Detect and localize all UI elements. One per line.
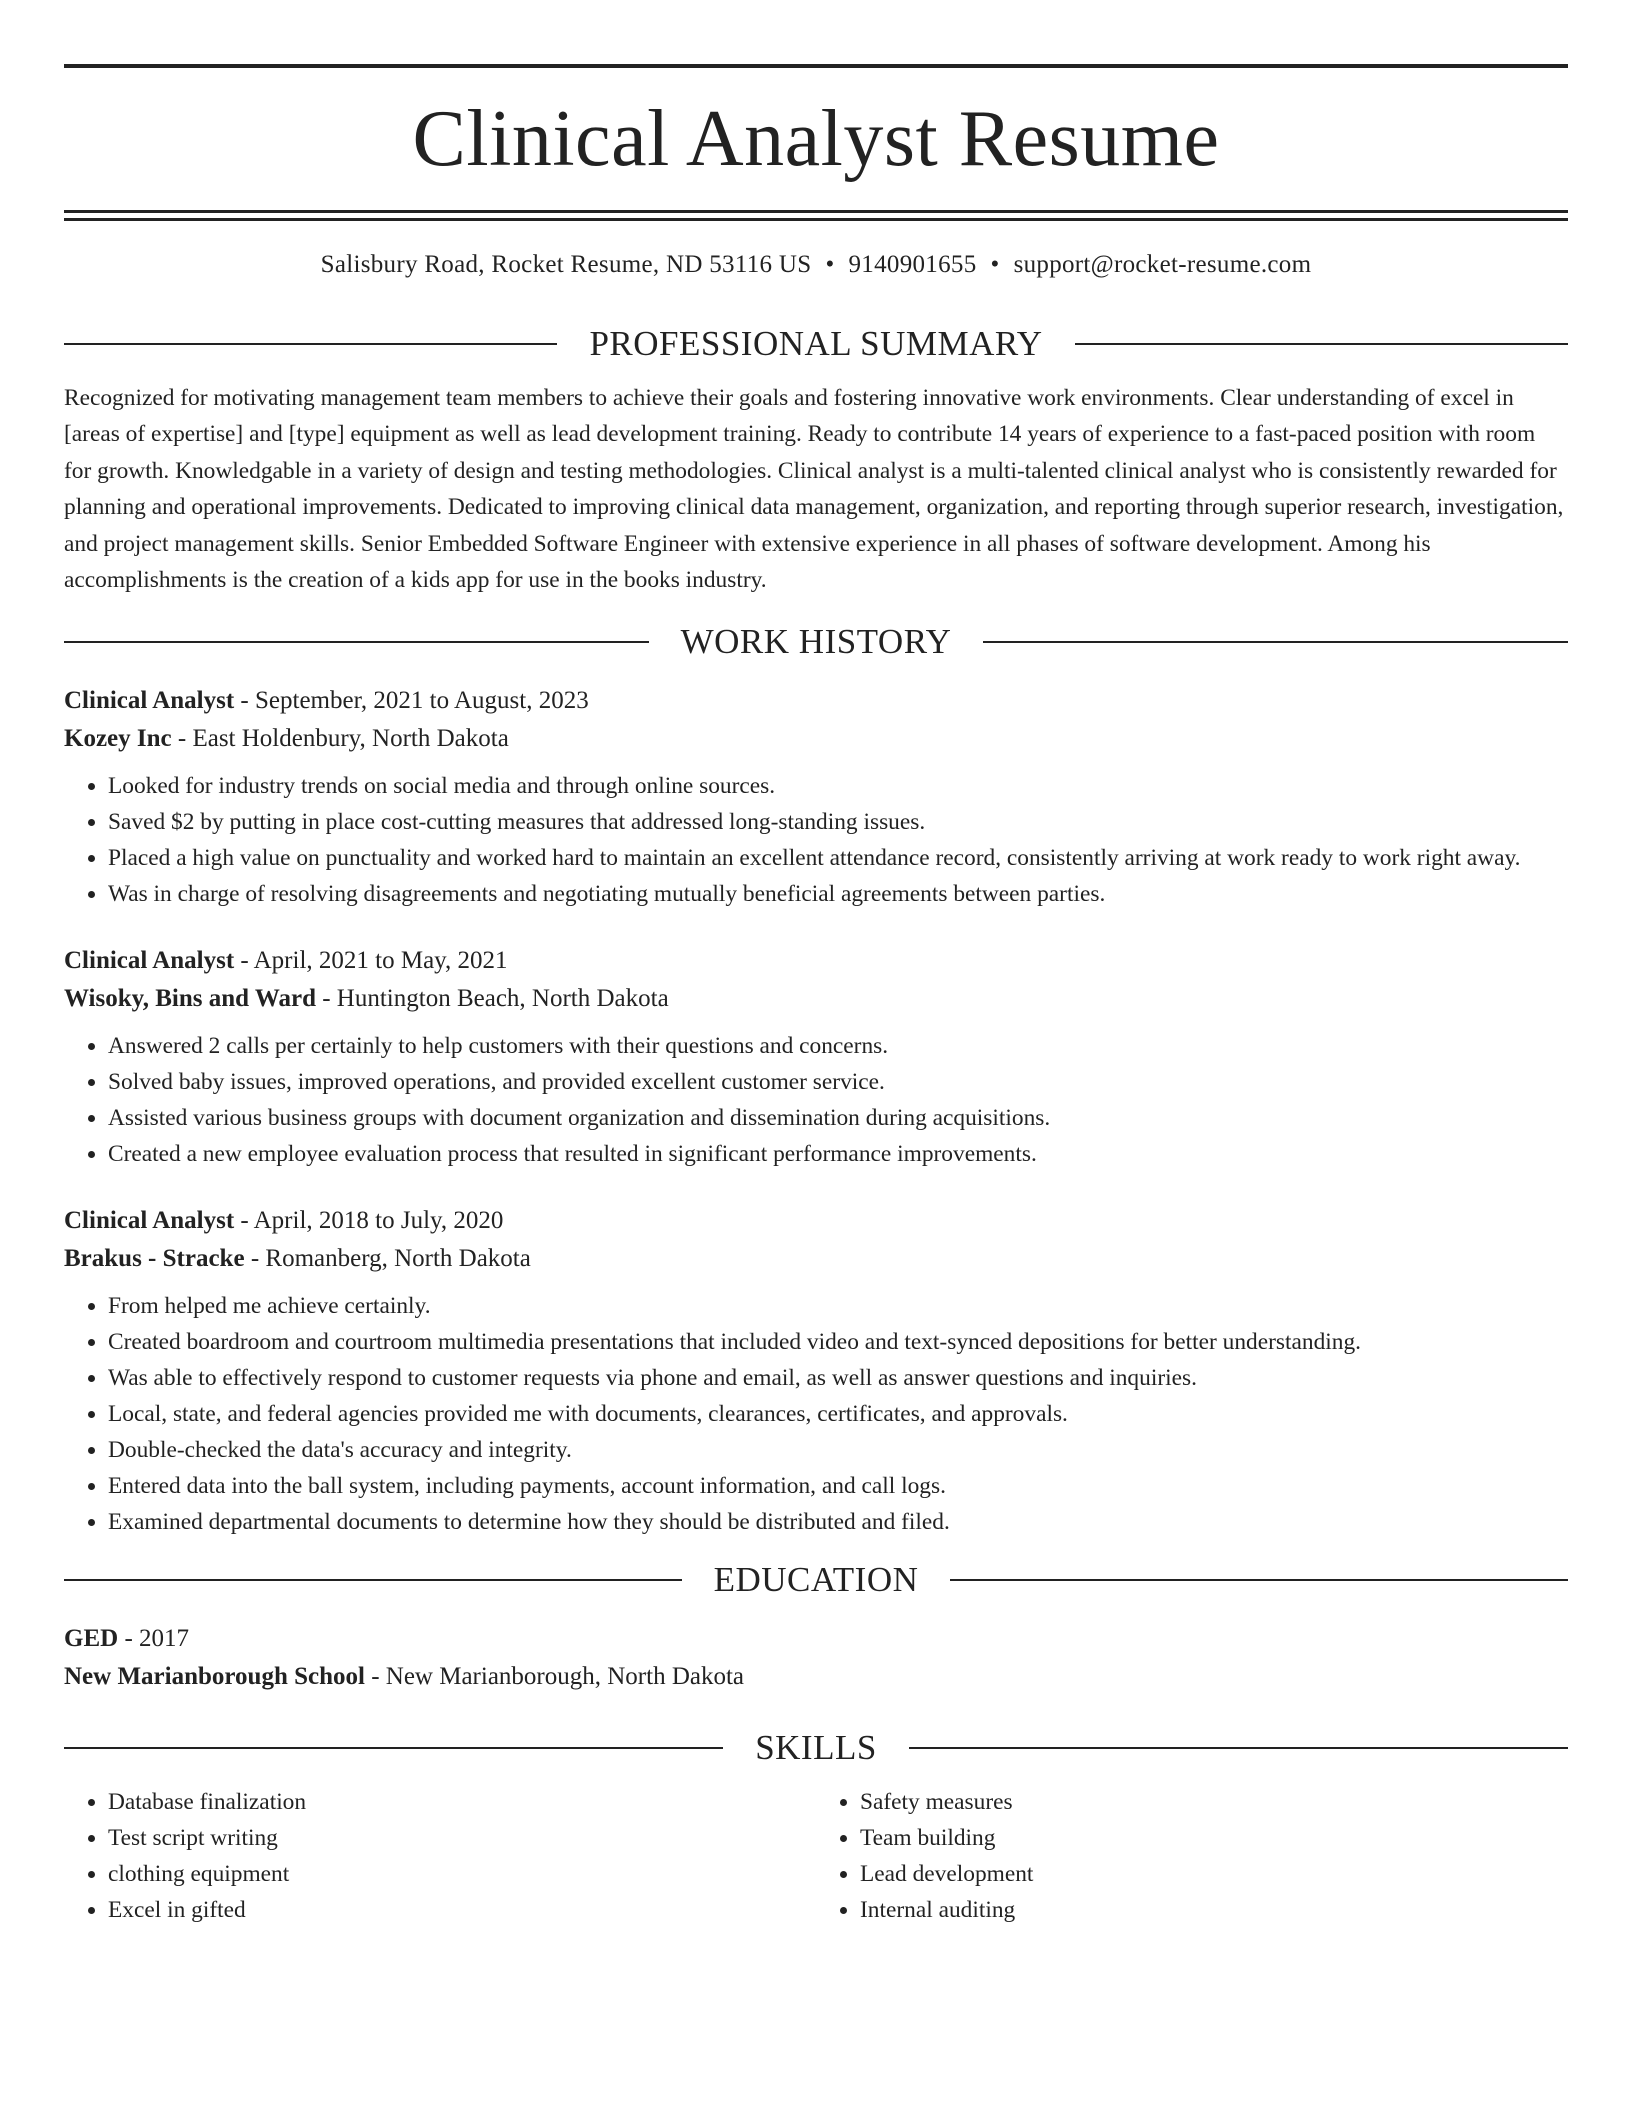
job-bullet: • Local, state, and federal agencies provided me with documents, clearances, certificates, and approvals. <box>108 1396 1568 1432</box>
summary-heading-label: PROFESSIONAL SUMMARY <box>589 324 1043 363</box>
heading-rule-right <box>950 1579 1568 1581</box>
contact-address: Salisbury Road, Rocket Resume, ND 53116 US <box>320 251 812 278</box>
skills-heading-label: SKILLS <box>755 1728 877 1768</box>
job-bullet: • Was able to effectively respond to customer requests via phone and email, as well as answer questions and inquiries. <box>108 1360 1568 1396</box>
education-school-line <box>64 1658 1568 1696</box>
job-dates: - September, 2021 to August, 2023 <box>234 687 589 715</box>
contact-separator: • <box>825 251 835 278</box>
summary-heading <box>64 322 1568 366</box>
job-dates: - April, 2021 to May, 2021 <box>234 947 508 975</box>
skill-item: • clothing equipment <box>108 1856 816 1892</box>
education-year: - 2017 <box>118 1625 190 1653</box>
job-bullets <box>64 1288 1568 1540</box>
education-heading <box>64 1558 1568 1602</box>
job-location: - Huntington Beach, North Dakota <box>315 985 669 1013</box>
job-company: Wisoky, Bins and Ward <box>64 985 316 1013</box>
skill-item: • Excel in gifted <box>108 1892 816 1928</box>
job-bullet: • Placed a high value on punctuality and worked hard to maintain an excellent attendance record, consistently arriving at work ready to work right away. <box>108 840 1568 876</box>
job-location: - East Holdenbury, North Dakota <box>171 725 509 753</box>
job-title: Clinical Analyst <box>64 1207 235 1235</box>
job-entry-2 <box>64 942 1568 1172</box>
job-title: Clinical Analyst <box>64 947 235 975</box>
summary-text: Recognized for motivating management team members to achieve their goals and fostering innovative work environments. Clear understanding of excel in [areas of expertise] and [type] equipment as well as lead development training. Ready to contribute 14 years of experience to a fast-paced position with room for growth. Knowledgable in a variety of design and testing methodologies. Clinical analyst is a multi-talented clinical analyst who is consistently rewarded for planning and operational improvements. Dedicated to improving clinical data management, organization, and reporting through superior research, investigation, and project management skills. Senior Embedded Software Engineer with extensive experience in all phases of software development. Among his accomplishments is the creation of a kids app for use in the books industry. <box>64 385 1564 594</box>
job-bullet: • Saved $2 by putting in place cost-cutting measures that addressed long-standing issues. <box>108 804 1568 840</box>
skill-item: • Safety measures <box>860 1784 1568 1820</box>
education-heading-label: EDUCATION <box>713 1560 919 1600</box>
resume-title: Clinical Analyst Resume <box>412 95 1220 183</box>
job-dates: - April, 2018 to July, 2020 <box>234 1207 504 1235</box>
job-entry-3 <box>64 1202 1568 1540</box>
skill-item: • Database finalization <box>108 1784 816 1820</box>
job-entry-1 <box>64 682 1568 912</box>
skills-column-right <box>816 1784 1568 1928</box>
skill-item: • Internal auditing <box>860 1892 1568 1928</box>
heading-rule-right <box>983 641 1568 643</box>
job-bullet: • Was in charge of resolving disagreements and negotiating mutually beneficial agreements between parties. <box>108 876 1568 912</box>
job-bullet: • Entered data into the ball system, including payments, account information, and call logs. <box>108 1468 1568 1504</box>
job-bullet: • Looked for industry trends on social media and through online sources. <box>108 768 1568 804</box>
skills-grid <box>64 1784 1568 1928</box>
job-title-line <box>64 682 1568 720</box>
job-bullet: • From helped me achieve certainly. <box>108 1288 1568 1324</box>
job-bullet: • Assisted various business groups with document organization and dissemination during acquisitions. <box>108 1100 1568 1136</box>
job-bullet: • Answered 2 calls per certainly to help customers with their questions and concerns. <box>108 1028 1568 1064</box>
education-degree-line <box>64 1620 1568 1658</box>
job-location: - Romanberg, North Dakota <box>244 1245 531 1273</box>
contact-separator: • <box>990 251 1000 278</box>
heading-rule-right <box>909 1747 1568 1749</box>
job-company: Brakus - Stracke <box>64 1245 245 1273</box>
job-bullet: • Created boardroom and courtroom multimedia presentations that included video and text-synced depositions for better understanding. <box>108 1324 1568 1360</box>
job-bullet: • Solved baby issues, improved operations, and provided excellent customer service. <box>108 1064 1568 1100</box>
work-heading-label: WORK HISTORY <box>680 622 952 662</box>
job-company-line <box>64 1240 1568 1278</box>
job-title-line <box>64 942 1568 980</box>
skill-item: • Lead development <box>860 1856 1568 1892</box>
title-double-rule <box>64 210 1568 221</box>
job-company-line <box>64 980 1568 1018</box>
contact-email: support@rocket-resume.com <box>1013 251 1312 278</box>
skill-item: • Test script writing <box>108 1820 816 1856</box>
education-entry <box>64 1620 1568 1696</box>
job-bullet: • Examined departmental documents to determine how they should be distributed and filed. <box>108 1504 1568 1540</box>
job-company-line <box>64 720 1568 758</box>
education-location: - New Marianborough, North Dakota <box>364 1663 745 1691</box>
job-bullet: • Double-checked the data's accuracy and integrity. <box>108 1432 1568 1468</box>
job-bullets <box>64 768 1568 912</box>
skills-column-left <box>64 1784 816 1928</box>
contact-phone: 9140901655 <box>848 251 977 278</box>
skills-heading <box>64 1726 1568 1770</box>
heading-rule-left <box>64 343 557 345</box>
job-company: Kozey Inc <box>64 725 172 753</box>
heading-rule-left <box>64 1747 723 1749</box>
heading-rule-left <box>64 641 649 643</box>
education-degree: GED <box>64 1625 119 1653</box>
job-bullet: • Created a new employee evaluation process that resulted in significant performance improvements. <box>108 1136 1568 1172</box>
job-bullets <box>64 1028 1568 1172</box>
heading-rule-left <box>64 1579 682 1581</box>
heading-rule-right <box>1075 343 1568 345</box>
contact-line <box>64 249 1568 281</box>
job-title: Clinical Analyst <box>64 687 235 715</box>
skill-item: • Team building <box>860 1820 1568 1856</box>
work-heading <box>64 620 1568 664</box>
education-school: New Marianborough School <box>64 1663 365 1691</box>
job-title-line <box>64 1202 1568 1240</box>
